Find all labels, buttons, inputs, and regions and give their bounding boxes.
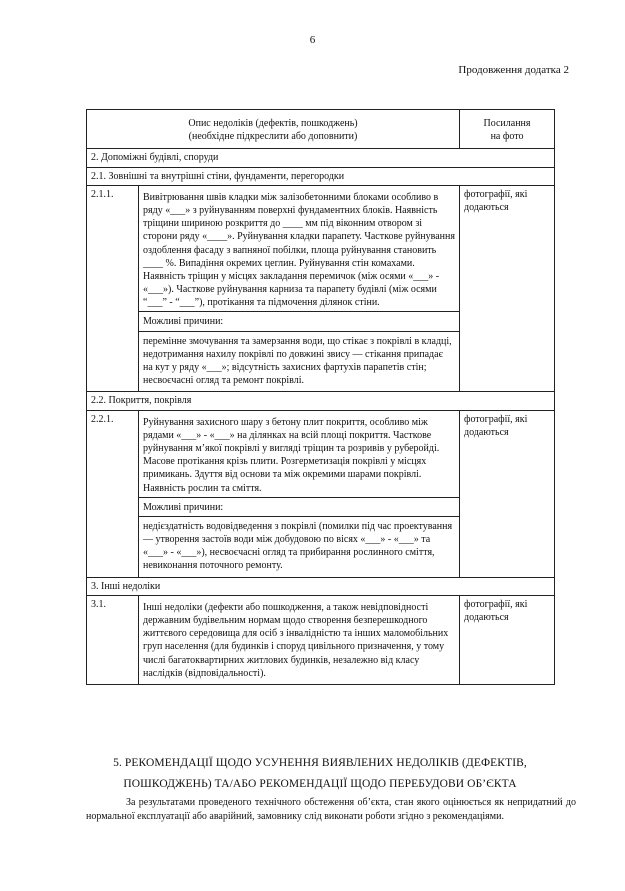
description-header-line1: Опис недоліків (дефектів, пошкоджень): [188, 118, 358, 129]
section-2-1-title: 2.1. Зовнішні та внутрішні стіни, фундаменти, перегородки: [87, 167, 555, 185]
causes-label: Можливі причини:: [139, 311, 459, 330]
continuation-label: Продовження додатка 2: [458, 64, 569, 76]
row-description: Інші недоліки (дефекти або пошкодження, а також невідповідності державним будівельним нормам щодо створення безперешкодного життєвого середовища для осіб з інвалідністю та інших маломобільних груп населення (для будинків і споруд цивільного призначення, у тому числі багатоквартирних житлових будинків, незалежно від класу наслідків (відповідальності).: [143, 601, 449, 679]
section-3-title: 3. Інші недоліки: [87, 577, 555, 595]
table-row: [87, 410, 555, 577]
row-description-cell: [139, 185, 460, 392]
row-photo-ref: фотографії, які додаються: [460, 595, 555, 684]
section-row: [87, 149, 555, 167]
table-header-row: [87, 110, 555, 149]
causes-text: перемінне змочування та замерзання води, що стікає з покрівлі в кладці, недотримання нахилу покрівлі по довжині звису — стікання припадає на кут у ряду «___»; відсутність захисних фартухів парапетів стін; несвоєчасні огляд та ремонт покрівлі.: [139, 331, 459, 390]
row-number: 2.2.1.: [87, 410, 139, 577]
causes-text: недієздатність водовідведення з покрівлі (помилки під час проектування — утворення застоїв води між добудовою по вісях «___» - «___» та «___» - «___»), несвоєчасні огляд та прибирання рослинного сміття, невиконання поточного ремонту.: [139, 516, 459, 575]
table-row: [87, 185, 555, 392]
photo-header: [460, 110, 555, 149]
row-description: Вивітрювання швів кладки між залізобетонними блоками особливо в ряду «___» з руйнуванням поверхні фундаментних блоків. Наявність тріщини шириною розкриття до ____ мм під віконним отвором зі сторони ряду «____». Руйнування кладки парапету. Часткове руйнування оздоблення фасаду з вапняної побілки, площа руйнування становить ____ %. Випадіння окремих цеглин. Руйнування стін комахами. Наявність тріщин у місцях закладання перемичок (між осями «___» - «___»). Часткове руйнування карниза та парапету будівлі (між осями “___” - “___”), протікання та підмочення ділянок стіни.: [143, 191, 455, 309]
recommendations-text: За результатами проведеного технічного обстеження об’єкта, стан якого оцінюється як непридатний до нормальної експлуатації або аварійний, замовнику слід виконати роботи згідно з рекомендаціями.: [86, 797, 576, 822]
section-row: [87, 577, 555, 595]
photo-header-line1: Посилання: [483, 118, 531, 129]
table-row: [87, 595, 555, 684]
row-photo-ref: фотографії, які додаються: [460, 185, 555, 392]
section-2-title: 2. Допоміжні будівлі, споруди: [87, 149, 555, 167]
row-description-cell: [139, 595, 460, 684]
recommendations-heading: 5. РЕКОМЕНДАЦІЇ ЩОДО УСУНЕННЯ ВИЯВЛЕНИХ НЕДОЛІКІВ (ДЕФЕКТІВ, ПОШКОДЖЕНЬ) ТА/АБО РЕКОМЕНДАЦІЇ ЩОДО ПЕРЕБУДОВИ ОБ’ЄКТА: [113, 757, 527, 790]
row-description-cell: [139, 410, 460, 577]
defects-table: [86, 109, 555, 685]
section-row: [87, 392, 555, 410]
row-number: 2.1.1.: [87, 185, 139, 392]
section-2-2-title: 2.2. Покриття, покрівля: [87, 392, 555, 410]
row-number: 3.1.: [87, 595, 139, 684]
page-number: 6: [309, 34, 316, 46]
row-photo-ref: фотографії, які додаються: [460, 410, 555, 577]
causes-label: Можливі причини:: [139, 497, 459, 516]
description-header-line2: (необхідне підкреслити або доповнити): [188, 131, 358, 143]
section-row: [87, 167, 555, 185]
description-header: [87, 110, 460, 149]
row-description: Руйнування захисного шару з бетону плит покриття, особливо між рядами «___» - «___» на ділянках на всій площі покриття. Часткове руйнування м’якої покрівлі у вигляді тріщин та розривів у руберойді. Масове протікання крізь плити. Розгерметизація покрівлі у місцях примикань. Здуття від основи та між окремими шарами покрівлі. Наявність рослин та сміття.: [143, 416, 440, 494]
photo-header-line2: на фото: [490, 131, 524, 143]
